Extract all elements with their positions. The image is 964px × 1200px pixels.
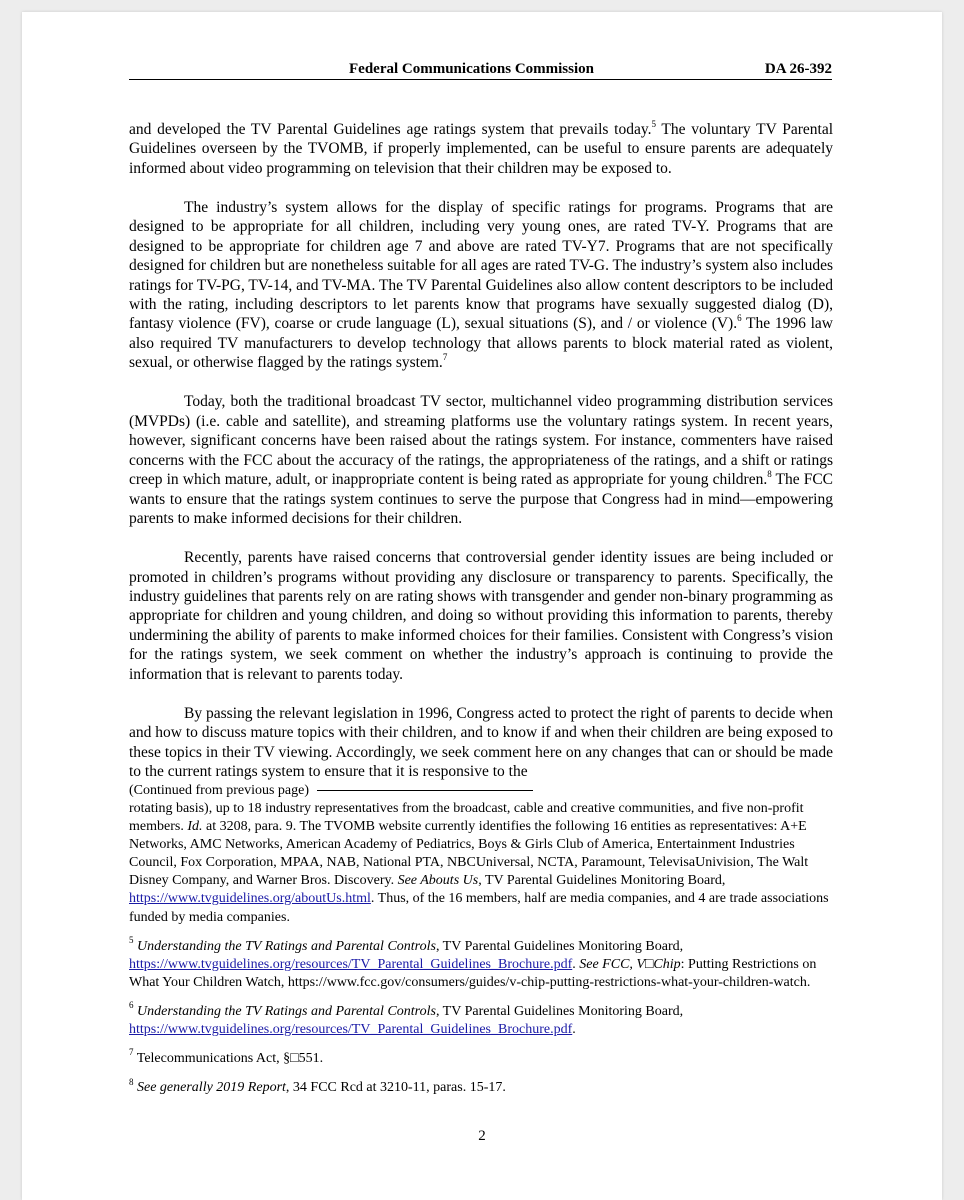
page-number: 2 [478,1128,486,1144]
footnote-ref: 6 [737,313,742,324]
agency-name: Federal Communications Commission [349,61,594,77]
citation: Id. [187,819,203,835]
footnote-text: Telecommunications Act, §□551. [133,1051,324,1067]
footnote-text: , TV Parental Guidelines Monitoring Board, [435,938,684,954]
paragraph [129,120,833,178]
footnote-number: 6 [129,1000,134,1011]
paragraph [129,392,833,528]
footnote-7 [129,1047,833,1068]
footnote-text: : Putting Restrictions on What Your Children Watch, https://www.fcc.gov/consumers/guides/v-chip-putting-restrictions-what-your-children-watch. [129,956,817,990]
footnote-number: 7 [129,1047,134,1058]
footnote-text: . [572,956,580,972]
paragraph-text: The industry’s system allows for the display of specific ratings for programs. Programs that are designed to be appropriate for all children, including very young ones, are rated TV-Y. Programs that are designed to be appropriate for children age 7 and above are rated TV-Y7. Programs that are not specifically designed for children but are nonetheless suitable for all ages are rated TV-G. The industry’s system also includes ratings for TV-PG, TV-14, and TV-MA. The TV Parental Guidelines also allow content descriptors to be included with the rating, including descriptors to let parents know that programs have sexually suggested dialog (D), fantasy violence (FV), coarse or crude language (L), sexual situations (S), and / or violence (V). [129,199,833,333]
footnote-text: , TV Parental Guidelines Monitoring Board, [478,873,726,889]
footnote-ref: 8 [767,468,772,479]
page-header [129,61,832,80]
footnote-continuation-label [129,782,833,800]
paragraph-text: The voluntary TV Parental Guidelines overseen by the TVOMB, if properly implemented, can be useful to ensure parents are adequately informed about video programming on television that their children may be exposed to. [129,121,834,177]
footnote-continued [129,800,833,927]
footnotes [129,800,833,1108]
document-number: DA 26-392 [764,61,832,77]
paragraph-text: The FCC wants to ensure that the ratings system continues to serve the purpose that Congress had in mind—empowering parents to make informed decisions for their children. [129,471,833,527]
footnote-text: . [572,1022,576,1038]
paragraph-text: Today, both the traditional broadcast TV sector, multichannel video programming distribution services (MVPDs) (i.e. cable and satellite), and streaming platforms use the voluntary ratings system. In recent years, however, significant concerns have been raised about the ratings system. For instance, commenters have raised concerns with the FCC about the accuracy of the ratings, the appropriateness of the ratings, and a shift or ratings creep in which mature, adult, or inappropriate content is being rated as appropriate for young children. [129,393,833,489]
paragraph: Recently, parents have raised concerns that controversial gender identity issues are being included or promoted in children’s programs without providing any disclosure or transparency to parents. Specifically, the industry guidelines that parents rely on are rating shows with transgender and gender non-binary programming as appropriate for children and young children, and doing so without providing this information to parents, thereby undermining the ability of parents to make informed choices for their families. Consistent with Congress’s vision for the ratings system, we seek comment on whether the industry’s approach is continuing to provide the information that is relevant to parents today. [129,549,833,683]
footnote-text: , 34 FCC Rcd at 3210-11, paras. 15-17. [285,1080,506,1096]
footnote-5 [129,935,833,992]
about-us-link[interactable]: https://www.tvguidelines.org/aboutUs.html [129,891,371,907]
citation: Understanding the TV Ratings and Parental Controls [137,938,436,954]
continued-label: (Continued from previous page) [129,783,310,798]
brochure-link[interactable]: https://www.tvguidelines.org/resources/TV_Parental_Guidelines_Brochure.pdf [129,1022,573,1038]
paragraph [129,198,833,373]
footnote-number: 8 [129,1076,134,1087]
footnote-separator [317,790,533,791]
paragraph: By passing the relevant legislation in 1996, Congress acted to protect the right of parents to decide when and how to discuss mature topics with their children, and to know if and when their children are being exposed to these topics in their TV viewing. Accordingly, we seek comment here on any changes that can or should be made to the current ratings system to ensure that it is responsive to the [129,704,833,780]
citation: Understanding the TV Ratings and Parental Controls [137,1003,436,1019]
citation: See generally 2019 Report [137,1080,286,1096]
footnote-text: at 3208, para. 9. The TVOMB website currently identifies the following 16 entities as representatives: A+E Networks, AMC Networks, American Academy of Pediatrics, Boys & Girls Club of America, Entertainment Industries Council, Fox Corporation, MPAA, NAB, National PTA, NBCUniversal, NCTA, Paramount, TelevisaUnivision, The Walt Disney Company, and Warner Bros. Discovery. [129,819,809,889]
paragraph-text: The 1996 law also required TV manufacturers to develop technology that allows parents to block material rated as violent, sexual, or otherwise flagged by the ratings system. [129,315,833,372]
body-text [129,120,833,801]
footnote-ref: 7 [442,352,448,363]
footnote-ref: 5 [651,118,656,129]
footnote-6 [129,1000,833,1039]
paragraph-text: and developed the TV Parental Guidelines age ratings system that prevails today. [129,121,652,138]
citation: See Abouts Us [397,873,479,889]
footnote-number: 5 [129,935,134,945]
footnote-text: , TV Parental Guidelines Monitoring Board, [435,1003,684,1019]
footnote-text: rotating basis), up to 18 industry representatives from the broadcast, cable and creative communities, and five non-profit members. [129,801,804,835]
footnote-8 [129,1076,833,1097]
citation: See FCC, V□Chip [579,956,681,972]
brochure-link[interactable]: https://www.tvguidelines.org/resources/TV_Parental_Guidelines_Brochure.pdf [129,956,573,972]
document-page [22,12,942,1200]
footnote-text: . Thus, of the 16 members, half are media companies, and 4 are trade associations funded by media companies. [129,891,829,925]
